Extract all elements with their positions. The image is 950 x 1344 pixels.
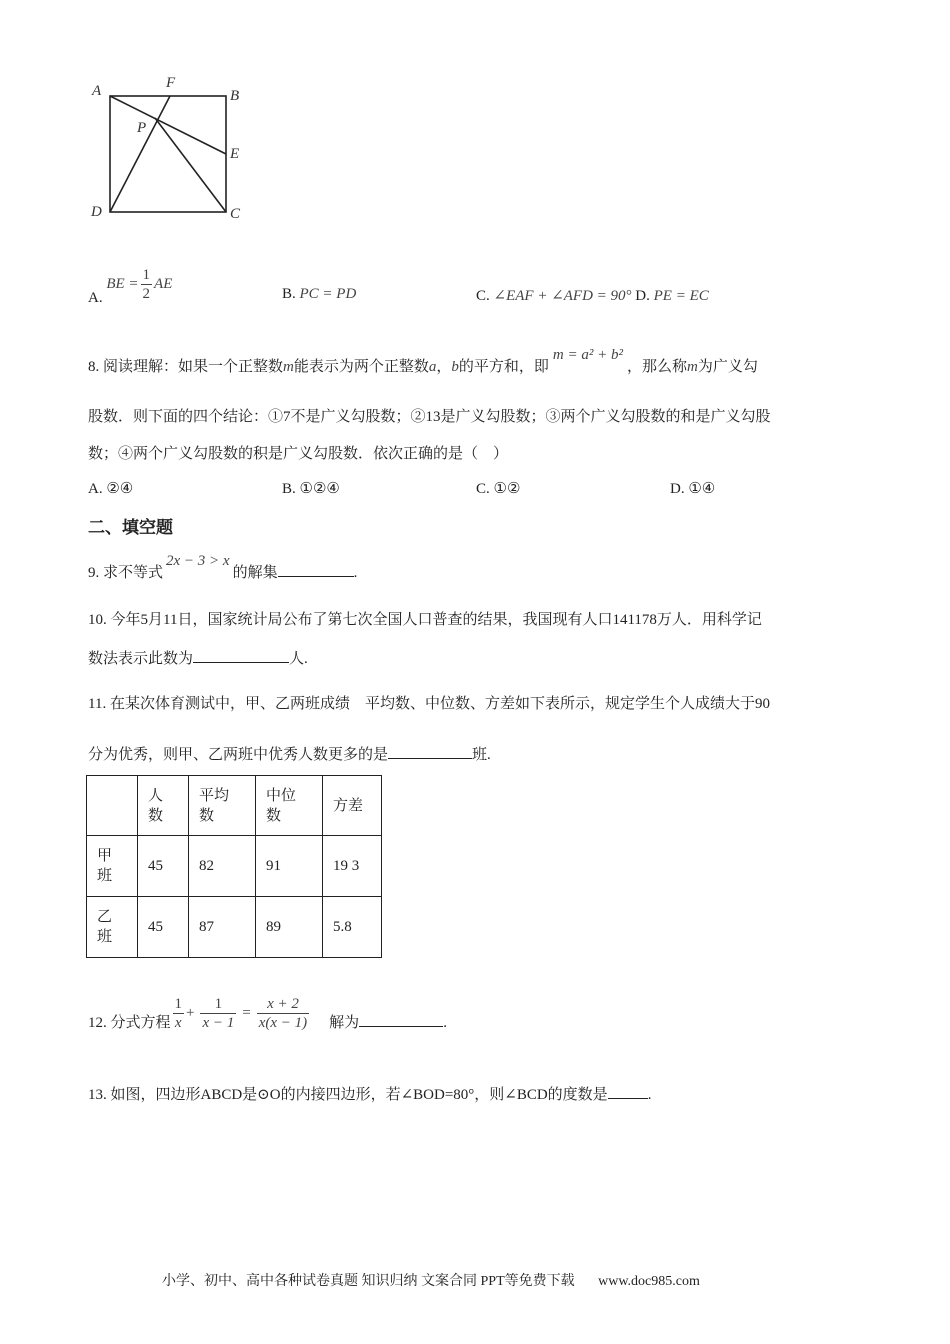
q8-line-3: 数；④两个广义勾股数的积是广义勾股数．依次正确的是（ ） bbox=[88, 446, 509, 462]
q13-end: . bbox=[647, 1087, 652, 1103]
q9 bbox=[88, 553, 358, 583]
row-label-jia bbox=[87, 836, 138, 897]
q7-option-a-rhs: AE bbox=[154, 275, 173, 292]
q8-text-e: 为广义勾 bbox=[697, 359, 758, 375]
q10-answer-blank[interactable] bbox=[193, 648, 289, 663]
q8-option-b[interactable]: B. ①②④ bbox=[282, 481, 340, 497]
table-row bbox=[87, 897, 382, 958]
q13-text: 13. 如图，四边形ABCD是⊙O的内接四边形，若∠BOD=80°，则∠BCD的度数是 bbox=[88, 1087, 608, 1103]
q12-fraction-2 bbox=[200, 995, 236, 1032]
q12-fraction-1 bbox=[173, 995, 185, 1032]
q10-line-2 bbox=[88, 648, 308, 669]
q9-suffix: 的解集 bbox=[232, 565, 278, 581]
q12 bbox=[88, 995, 447, 1032]
q7-option-c-math: ∠EAF + ∠AFD = 90° bbox=[493, 288, 632, 304]
q7-option-c[interactable] bbox=[476, 286, 709, 305]
score-table bbox=[86, 775, 382, 958]
q8-text-d: ，那么称 bbox=[626, 359, 687, 375]
header-cell-median bbox=[256, 776, 323, 836]
var-m: m bbox=[283, 359, 294, 375]
label-d: D bbox=[91, 204, 102, 220]
q7-option-a-lhs: BE = bbox=[106, 275, 139, 292]
cell-jia-mean: 82 bbox=[189, 836, 256, 897]
q12-fraction-3 bbox=[257, 995, 309, 1032]
var-m-2: m bbox=[687, 359, 698, 375]
q12-prefix: 12. 分式方程 bbox=[88, 1014, 171, 1031]
q12-f3-den: x(x − 1) bbox=[258, 1015, 308, 1031]
cell-jia-count: 45 bbox=[138, 836, 189, 897]
row-label-yi-text: 乙班 bbox=[97, 909, 113, 945]
q8-formula: m = a² + b² bbox=[552, 347, 623, 363]
fraction-denominator: 2 bbox=[142, 286, 151, 302]
footer-text: 小学、初中、高中各种试卷真题 知识归纳 文案合同 PPT等免费下载 bbox=[162, 1274, 575, 1289]
footer bbox=[162, 1270, 700, 1290]
q8-line-2: 股数．则下面的四个结论：①7不是广义勾股数；②13是广义勾股数；③两个广义勾股数的和是广义勾股 bbox=[88, 409, 771, 425]
label-a: A bbox=[92, 83, 102, 99]
q9-formula: 2x − 3 > x bbox=[166, 553, 230, 569]
q7-option-c-label: C. bbox=[476, 288, 490, 304]
q7-option-d-math: PE = EC bbox=[653, 288, 709, 304]
q12-plus: + bbox=[186, 1004, 195, 1021]
q12-answer-blank[interactable] bbox=[359, 1012, 443, 1027]
cell-yi-median: 89 bbox=[256, 897, 323, 958]
label-e: E bbox=[230, 146, 240, 162]
cell-yi-variance: 5.8 bbox=[323, 897, 382, 958]
q12-f3-num: x + 2 bbox=[257, 995, 309, 1014]
var-b: b bbox=[451, 359, 459, 375]
q8-option-c[interactable]: C. ①② bbox=[476, 481, 521, 497]
header-cell-mean bbox=[189, 776, 256, 836]
q7-option-a-label: A. bbox=[88, 289, 103, 306]
q10-prefix: 数法表示此数为 bbox=[88, 651, 194, 667]
segment-ae bbox=[110, 96, 226, 154]
footer-url[interactable]: www.doc985.com bbox=[598, 1274, 700, 1289]
q8-comma: ， bbox=[436, 359, 452, 375]
header-cell-variance: 方差 bbox=[323, 776, 382, 836]
header-cell-empty bbox=[87, 776, 138, 836]
row-label-jia-text: 甲班 bbox=[97, 848, 113, 884]
cell-yi-count: 45 bbox=[138, 897, 189, 958]
table-header-row bbox=[87, 776, 382, 836]
q7-option-d-label: D. bbox=[635, 288, 650, 304]
q13 bbox=[88, 1084, 651, 1105]
q8-text-a: 8. 阅读理解：如果一个正整数 bbox=[88, 359, 284, 375]
label-c: C bbox=[230, 206, 241, 222]
q8-option-a[interactable]: A. ②④ bbox=[88, 481, 134, 497]
fraction-one-half bbox=[141, 266, 153, 303]
q11-line-2 bbox=[88, 744, 491, 765]
header-median-text: 中位数 bbox=[266, 787, 297, 824]
q7-option-b[interactable] bbox=[282, 286, 356, 303]
table-row bbox=[87, 836, 382, 897]
q12-f1-num: 1 bbox=[174, 996, 183, 1012]
fraction-numerator: 1 bbox=[142, 267, 151, 283]
q8-text-c: 的平方和，即 bbox=[458, 359, 549, 375]
q11-answer-blank[interactable] bbox=[388, 744, 472, 759]
q8-option-d[interactable]: D. ①④ bbox=[670, 481, 716, 497]
label-p: P bbox=[137, 120, 147, 136]
q10-suffix: 人. bbox=[289, 651, 308, 667]
q7-option-b-label: B. bbox=[282, 286, 296, 302]
var-a: a bbox=[428, 359, 437, 375]
q12-f2-den: x − 1 bbox=[202, 1015, 235, 1031]
header-mean-text: 平均数 bbox=[199, 787, 230, 824]
q8-text-b: 能表示为两个正整数 bbox=[293, 359, 429, 375]
label-f: F bbox=[166, 75, 176, 91]
q9-answer-blank[interactable] bbox=[278, 562, 354, 577]
q10-line-1: 10. 今年5月11日，国家统计局公布了第七次全国人口普查的结果，我国现有人口141178万人．用科学记 bbox=[88, 612, 762, 628]
q13-answer-blank[interactable] bbox=[608, 1084, 648, 1099]
cell-yi-mean: 87 bbox=[189, 897, 256, 958]
cell-jia-median: 91 bbox=[256, 836, 323, 897]
q12-equals: = bbox=[242, 1004, 251, 1021]
header-cell-count bbox=[138, 776, 189, 836]
q7-option-a[interactable] bbox=[88, 266, 172, 307]
row-label-yi bbox=[87, 897, 138, 958]
q11-suffix: 班. bbox=[472, 747, 491, 763]
segment-df bbox=[110, 96, 170, 212]
square-abcd bbox=[110, 96, 226, 212]
q12-suffix: 解为 bbox=[329, 1014, 360, 1031]
q9-end: . bbox=[353, 565, 358, 581]
q12-end: . bbox=[443, 1014, 447, 1031]
q11-line-1: 11. 在某次体育测试中，甲、乙两班成绩 平均数、中位数、方差如下表所示，规定学生个人成绩大于90 bbox=[88, 696, 770, 712]
segment-pc bbox=[155, 118, 226, 212]
q12-f1-den: x bbox=[174, 1015, 182, 1031]
cell-jia-variance: 19 3 bbox=[323, 836, 382, 897]
q8-line-1 bbox=[88, 347, 758, 377]
q7-option-b-math: PC = PD bbox=[299, 286, 357, 302]
square-geometry-figure bbox=[80, 70, 260, 230]
q11-prefix: 分为优秀，则甲、乙两班中优秀人数更多的是 bbox=[88, 747, 389, 763]
q12-f2-num: 1 bbox=[200, 995, 236, 1014]
label-b: B bbox=[230, 88, 240, 104]
q9-prefix: 9. 求不等式 bbox=[88, 565, 164, 581]
header-count-text: 人数 bbox=[148, 787, 164, 824]
section-title: 二、填空题 bbox=[88, 518, 173, 538]
